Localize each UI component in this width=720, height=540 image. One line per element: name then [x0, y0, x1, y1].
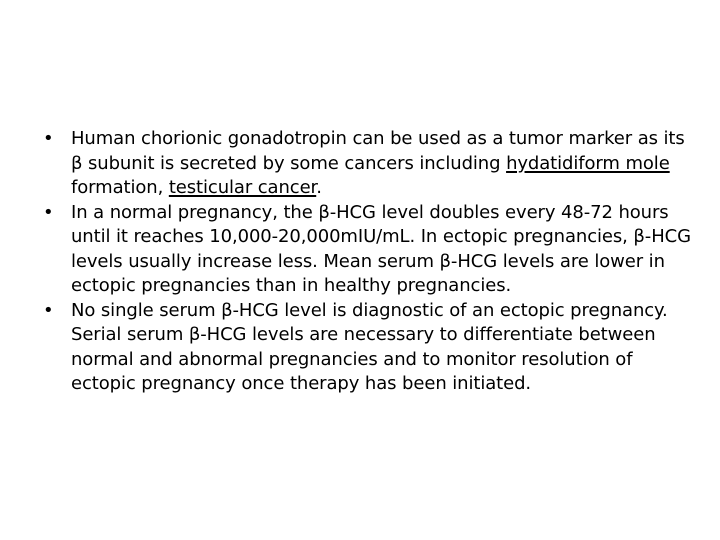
bullet-icon: • [43, 201, 54, 223]
hydatidiform-mole-link[interactable]: hydatidiform mole [506, 152, 670, 174]
bullet-text: . [316, 177, 322, 198]
bullet-icon: • [43, 299, 54, 321]
bullet-text: No single serum β-HCG level is diagnostic of an ectopic pregnancy. Serial serum β-HCG levels are necessary to differentiate between normal and abnormal pregnancies and to monitor resolution of ectopic pregnancy once therapy has been initiated. [71, 299, 668, 394]
bullet-item-serial-levels [43, 299, 693, 397]
bullet-item-normal-pregnancy [43, 201, 693, 299]
bullet-text: formation, [71, 177, 169, 198]
testicular-cancer-link[interactable]: testicular cancer [168, 177, 317, 198]
bullet-icon: • [43, 128, 54, 149]
bullet-list [43, 127, 693, 397]
bullet-text: In a normal pregnancy, the β-HCG level doubles every 48-72 hours until it reaches 10,000-20,000mIU/mL. In ectopic pregnancies, β-HCG levels usually increase less. Mean serum β-HCG levels are lower in ectopic pregnancies than in healthy pregnancies. [71, 201, 691, 296]
bullet-text: Human chorionic gonadotropin can be used as a tumor marker as its β subunit is secreted by some cancers including [71, 128, 685, 174]
bullet-item-tumor-marker [43, 127, 693, 201]
